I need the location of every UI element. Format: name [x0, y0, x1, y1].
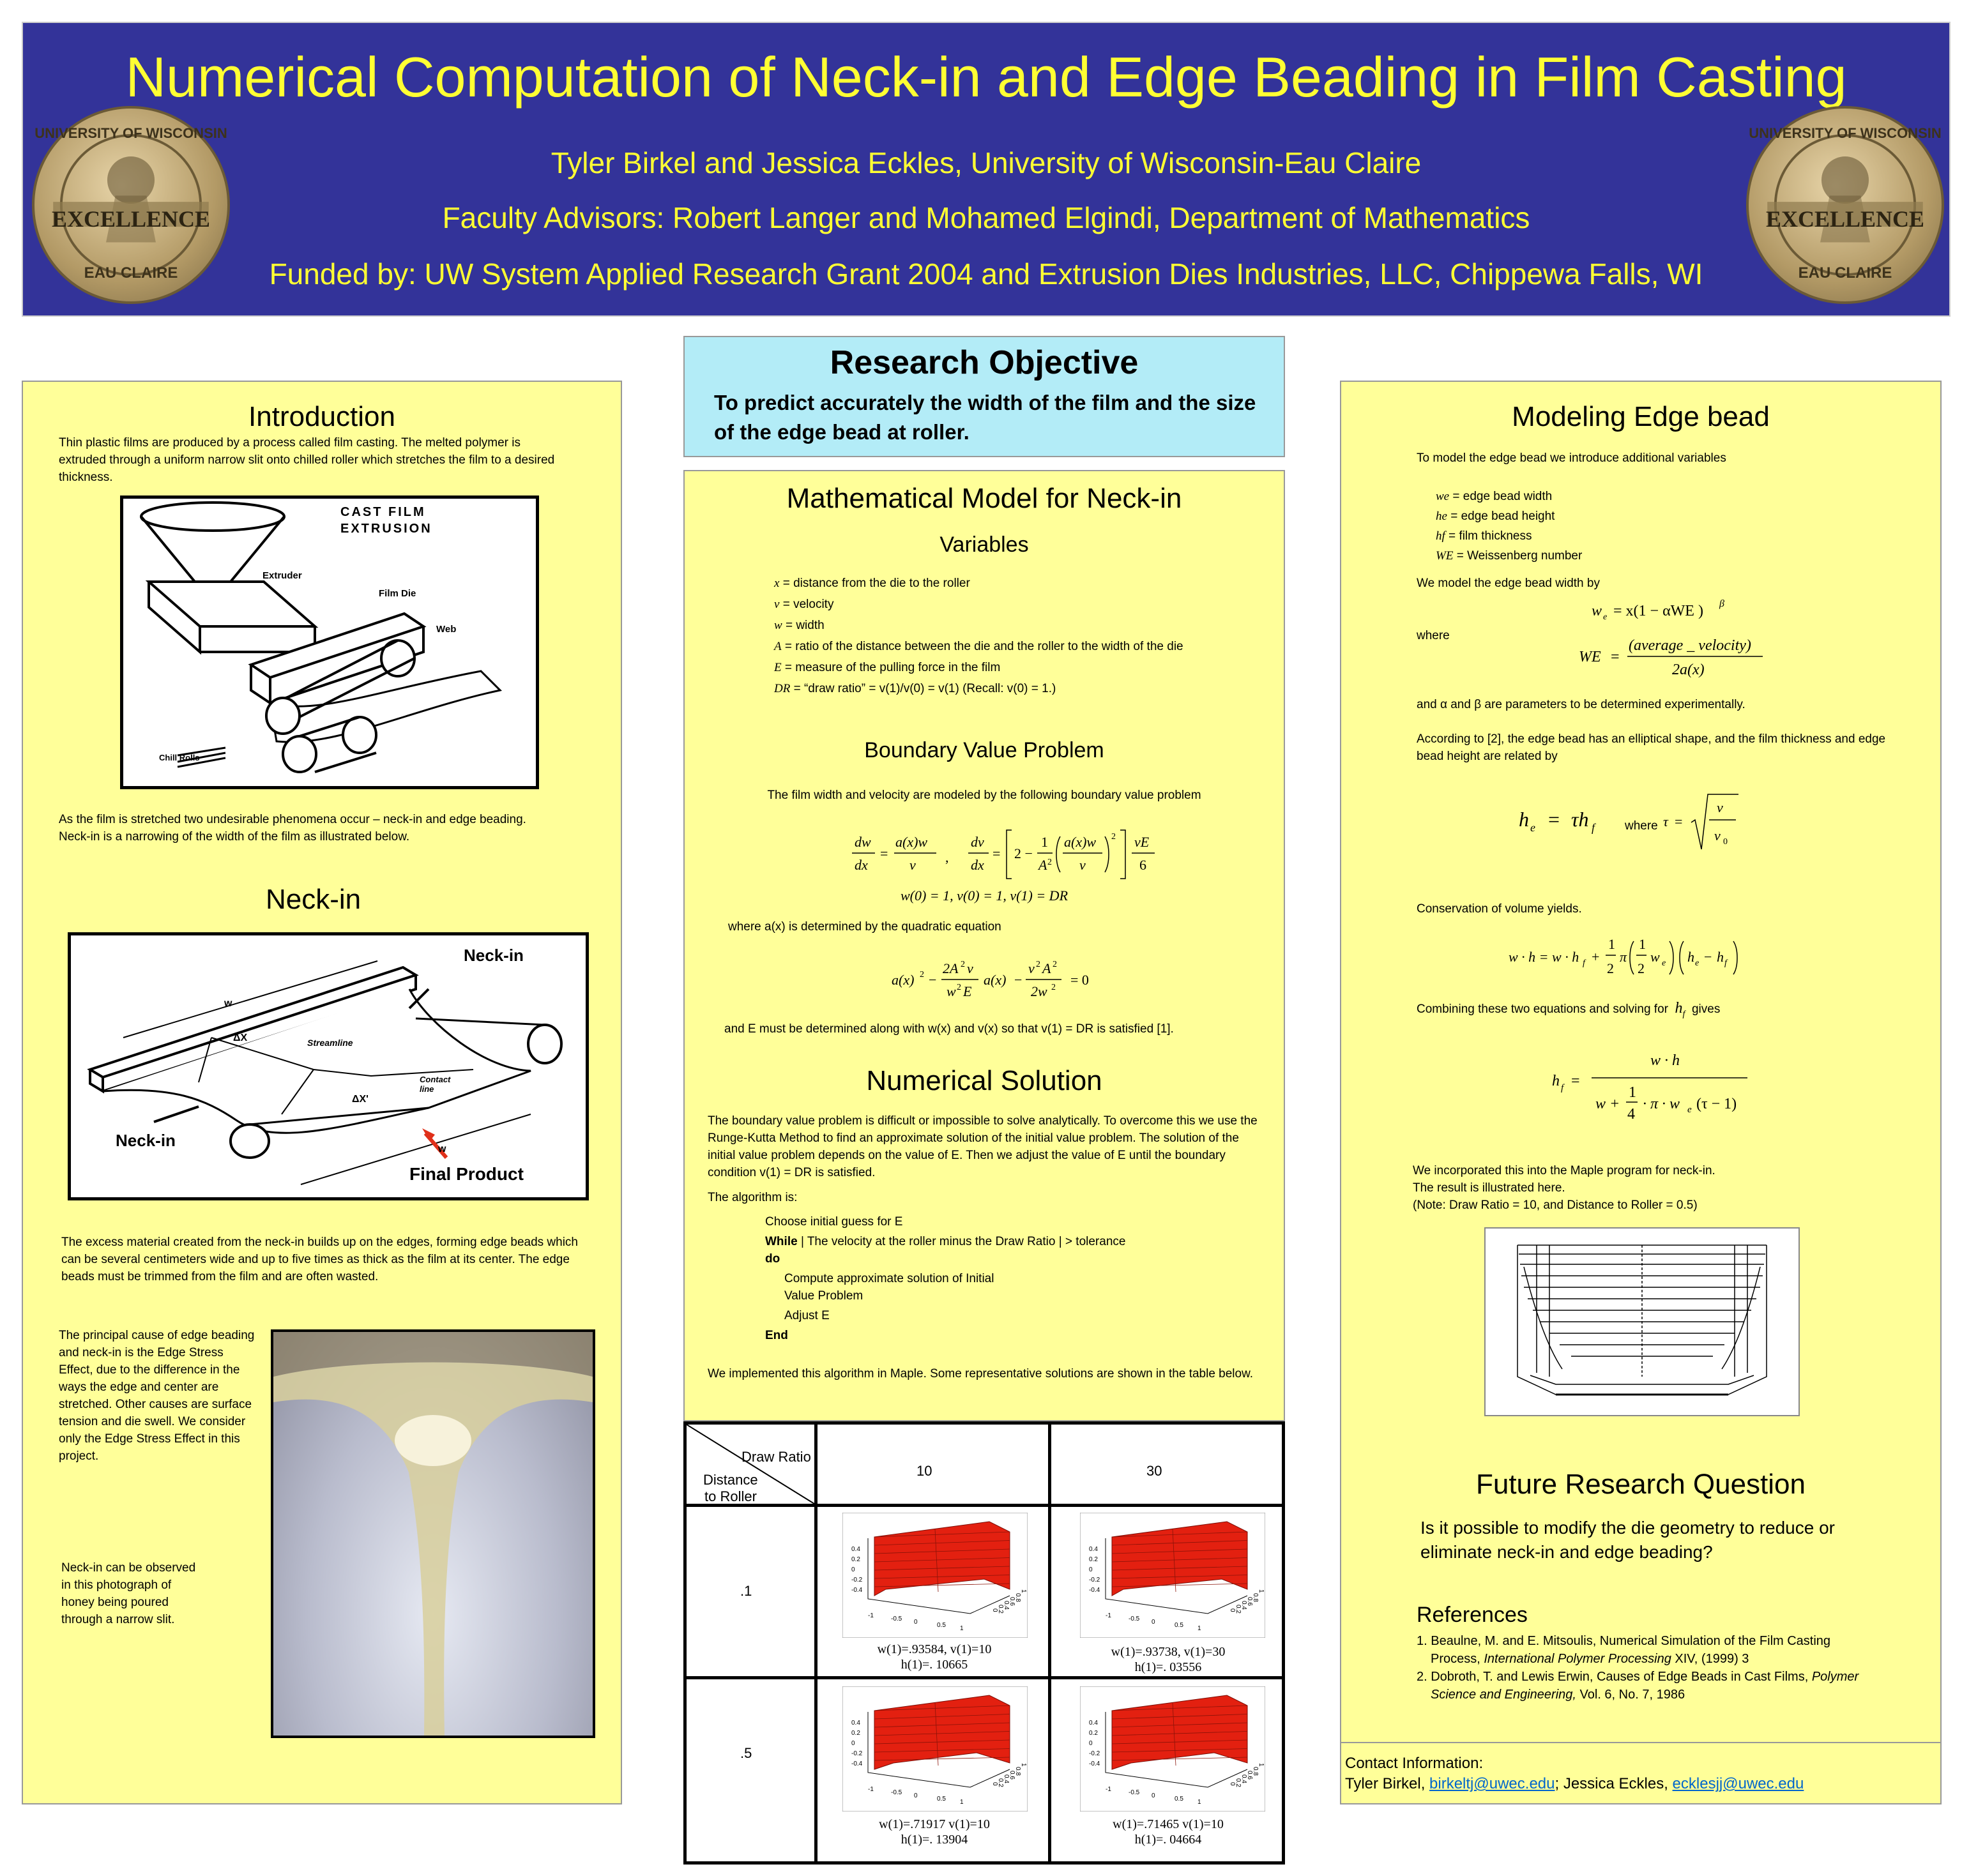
- honey-photo: [271, 1329, 595, 1738]
- result-05-30: w(1)=.71465 v(1)=10 h(1)=. 04664: [1113, 1817, 1224, 1847]
- axis-tick-label: 0: [851, 1566, 855, 1573]
- edge-incorporated: We incorporated this into the Maple program for neck-in. The result is illustrated here. (Note: Draw Ratio = 10, and Distance to Roller = 0.5): [1413, 1164, 1715, 1212]
- edge-conservation: Conservation of volume yields.: [1417, 902, 1582, 916]
- axis-tick-label: 0.8: [1252, 1767, 1259, 1776]
- var-we: we = edge bead width: [1436, 490, 1553, 503]
- where-a-text: where a(x) is determined by the quadratic equation: [728, 920, 1001, 934]
- svg-text:2: 2: [1053, 960, 1057, 969]
- svg-text:2A: 2A: [943, 960, 959, 976]
- svg-text:2: 2: [961, 960, 965, 969]
- label-chill-rolls: Chill Rolls: [159, 753, 200, 762]
- svg-text:=: =: [1675, 813, 1683, 829]
- variables-list: [774, 575, 1208, 697]
- axis-tick-label: -0.4: [1089, 1587, 1100, 1594]
- svg-text:w: w: [947, 983, 956, 999]
- volume-conservation-equation: [1506, 927, 1787, 985]
- axis-tick-label: 0.4: [1240, 1601, 1247, 1610]
- svg-text:0: 0: [1723, 837, 1728, 847]
- svg-text:a(x)w: a(x)w: [895, 834, 928, 850]
- svg-text:4: 4: [1627, 1106, 1635, 1123]
- svg-text:1: 1: [1639, 936, 1646, 952]
- svg-text:2: 2: [920, 970, 924, 980]
- figure-title-line2: EXTRUSION: [340, 522, 432, 536]
- var-a: A = ratio of the distance between the die and the roller to the width of the die: [774, 640, 1183, 653]
- var-we-number: WE = Weissenberg number: [1436, 549, 1583, 563]
- algo-line-while: While | The velocity at the roller minus the Draw Ratio | > tolerance: [765, 1235, 1126, 1248]
- result-05-10: w(1)=.71917 v(1)=10 h(1)=. 13904: [879, 1817, 990, 1847]
- algorithm-block: [765, 1213, 1251, 1344]
- axis-tick-label: -0.2: [1089, 1750, 1100, 1757]
- svg-text:π: π: [1620, 949, 1627, 965]
- axis-tick-label: 0.2: [1235, 1778, 1242, 1787]
- axis-tick-label: 0.4: [1089, 1720, 1098, 1727]
- axis-tick-label: 0: [851, 1740, 855, 1747]
- axis-tick-label: -0.5: [891, 1615, 902, 1623]
- svg-text:w · h = w · h: w · h = w · h: [1509, 949, 1579, 965]
- var-v: v = velocity: [774, 598, 834, 611]
- svg-text:w +: w +: [1595, 1096, 1620, 1112]
- axis-tick-label: -0.2: [851, 1577, 863, 1584]
- axis-tick-label: 0: [914, 1792, 918, 1799]
- svg-text:e: e: [1695, 958, 1700, 968]
- table-corner-draw-ratio: Draw Ratio: [741, 1449, 811, 1465]
- svg-text:+: +: [1592, 949, 1600, 965]
- intro-paragraph-5: Neck-in can be observed in this photograph of honey being poured through a narrow slit.: [61, 1561, 196, 1626]
- neckin-heading: Neck-in: [266, 884, 361, 915]
- algorithm-intro: The algorithm is:: [708, 1191, 798, 1204]
- axis-tick-label: 0.8: [1252, 1593, 1259, 1602]
- svg-text:vE: vE: [1134, 834, 1150, 850]
- svg-text:2: 2: [957, 983, 961, 992]
- axis-tick-label: 0.5: [937, 1796, 946, 1803]
- var-dr: DR = “draw ratio” = v(1)/v(0) = v(1) (Recall: v(0) = 1.): [774, 682, 1056, 695]
- axis-tick-label: -1: [868, 1786, 874, 1793]
- svg-text:τh: τh: [1571, 808, 1589, 831]
- svg-text:dx: dx: [971, 857, 984, 873]
- edge-heading: Modeling Edge bead: [1512, 401, 1770, 432]
- figure-title-line1: CAST FILM: [340, 505, 426, 519]
- edge-width-equation: [1578, 593, 1769, 688]
- objective-heading: Research Objective: [830, 344, 1139, 381]
- svg-text:v: v: [1714, 828, 1721, 843]
- contact-line: Tyler Birkel, birkeltj@uwec.edu; Jessica Eckles, ecklesjj@uwec.edu: [1345, 1775, 1804, 1792]
- edge-bead-plot: [1484, 1227, 1800, 1416]
- svg-text:v: v: [967, 960, 973, 976]
- label-w-top: w: [224, 998, 232, 1009]
- svg-text:2: 2: [1607, 960, 1614, 976]
- label-final-product: Final Product: [409, 1164, 524, 1184]
- svg-text:e: e: [1530, 821, 1535, 834]
- film-thickness-equation: [1549, 1040, 1754, 1123]
- algo-line-do: do: [765, 1252, 780, 1266]
- var-he: he = edge bead height: [1436, 510, 1555, 523]
- svg-text:v: v: [1717, 799, 1723, 815]
- svg-text:WE: WE: [1579, 649, 1601, 665]
- contact-info: [1345, 1753, 1804, 1794]
- svg-text:e: e: [1662, 958, 1666, 968]
- numerical-heading: Numerical Solution: [866, 1065, 1102, 1096]
- axis-tick-label: -0.5: [891, 1789, 902, 1796]
- introduction-heading: Introduction: [248, 401, 395, 432]
- table-row-distance-01: .1: [740, 1583, 752, 1599]
- svg-text:2: 2: [1047, 858, 1052, 867]
- numerical-paragraph-2: We implemented this algorithm in Maple. Some representative solutions are shown in the table below.: [708, 1367, 1254, 1381]
- axis-tick-label: 0.2: [1089, 1556, 1098, 1563]
- svg-text:A: A: [1038, 857, 1047, 873]
- axis-tick-label: 0: [1152, 1619, 1155, 1626]
- axis-tick-label: 0.5: [937, 1622, 946, 1629]
- axis-tick-label: 0.6: [1246, 1771, 1253, 1780]
- solution-plot-05-10: [842, 1686, 1028, 1815]
- table-col-dr-30: 30: [1146, 1463, 1162, 1479]
- email-link-jessica[interactable]: ecklesjj@uwec.edu: [1672, 1775, 1804, 1792]
- future-heading: Future Research Question: [1475, 1469, 1806, 1500]
- seal-bottom-text: EAU CLAIRE: [1798, 264, 1892, 282]
- axis-tick-label: 1: [960, 1799, 964, 1806]
- boundary-conditions: w(0) = 1, v(0) = 1, v(1) = DR: [900, 888, 1068, 904]
- label-contact-line: Contact line: [420, 1075, 451, 1094]
- svg-text:(average _ velocity): (average _ velocity): [1629, 637, 1751, 654]
- email-link-tyler[interactable]: birkeltj@uwec.edu: [1429, 1775, 1555, 1792]
- axis-tick-label: 1: [1198, 1799, 1201, 1806]
- svg-text:w · h: w · h: [1650, 1052, 1680, 1069]
- model-heading: Mathematical Model for Neck-in: [786, 483, 1182, 514]
- cast-film-figure: [120, 495, 539, 789]
- solution-plot-01-10: [842, 1513, 1028, 1641]
- svg-text:2: 2: [1051, 983, 1056, 992]
- label-neckin-left: Neck-in: [116, 1131, 176, 1150]
- future-text: Is it possible to modify the die geometry to reduce or eliminate neck-in and edge beading?: [1420, 1518, 1835, 1562]
- svg-text:v: v: [909, 857, 916, 873]
- axis-tick-label: 0: [1089, 1740, 1093, 1747]
- svg-text:h: h: [1519, 808, 1529, 831]
- svg-text:=: =: [880, 845, 888, 861]
- svg-text:h: h: [1717, 949, 1724, 965]
- axis-tick-label: -1: [868, 1612, 874, 1619]
- label-extruder: Extruder: [262, 570, 302, 581]
- seal-top-text: UNIVERSITY OF WISCONSIN: [34, 125, 227, 141]
- surface-plot-svg: [1080, 1513, 1265, 1638]
- svg-text:=: =: [1571, 1073, 1580, 1089]
- axis-tick-label: 0.4: [1089, 1546, 1098, 1553]
- axis-tick-label: 1: [1020, 1763, 1027, 1767]
- axis-tick-label: -0.5: [1129, 1789, 1140, 1796]
- label-delta-x: ΔX: [233, 1033, 248, 1043]
- intro-paragraph-3: The excess material created from the neck-in builds up on the edges, forming edge beads which can be several centimeters wide and up to five times as thick as the film at its center. The edge beads must be trimmed from the film and are often wasted.: [61, 1236, 579, 1283]
- svg-text:6: 6: [1139, 857, 1146, 873]
- svg-text:dw: dw: [855, 834, 871, 850]
- table-corner-to-roller: to Roller: [704, 1488, 757, 1504]
- svg-text:(τ − 1): (τ − 1): [1696, 1096, 1737, 1112]
- svg-text:h: h: [1552, 1073, 1560, 1089]
- ode-system-equation: [849, 824, 1194, 885]
- edge-according: According to [2], the edge bead has an elliptical shape, and the film thickness and edge bead height are related by: [1417, 732, 1886, 763]
- research-objective-panel: [683, 336, 1285, 457]
- svg-text:f: f: [1724, 958, 1727, 968]
- result-01-10: w(1)=.93584, v(1)=10 h(1)=. 10665: [877, 1642, 992, 1672]
- svg-text:a(x)w: a(x)w: [1064, 834, 1097, 850]
- axis-tick-label: 0.6: [1008, 1771, 1015, 1780]
- solution-plot-05-30: [1080, 1686, 1265, 1815]
- references-heading: References: [1417, 1603, 1528, 1627]
- svg-text:=: =: [1611, 649, 1620, 665]
- algo-line-5: Adjust E: [784, 1309, 830, 1322]
- axis-tick-label: -1: [1106, 1612, 1111, 1619]
- label-delta-x-prime: ΔX': [352, 1094, 369, 1105]
- label-w-bottom: w: [438, 1144, 446, 1154]
- svg-text:a(x): a(x): [984, 972, 1007, 988]
- svg-text:f: f: [1592, 821, 1595, 834]
- label-streamline: Streamline: [307, 1038, 353, 1048]
- algo-line-4: Value Problem: [784, 1289, 863, 1303]
- bvp-heading: Boundary Value Problem: [864, 738, 1104, 762]
- reference-2-line-1: 2. Dobroth, T. and Lewis Erwin, Causes of Edge Beads in Cast Films, Polymer: [1417, 1670, 1859, 1684]
- axis-tick-label: 0.4: [1003, 1774, 1010, 1783]
- svg-text:1: 1: [1608, 936, 1615, 952]
- axis-tick-label: 0.4: [1240, 1774, 1247, 1783]
- svg-text:2: 2: [1111, 832, 1116, 842]
- axis-tick-label: 0: [1229, 1782, 1236, 1786]
- contact-heading: Contact Information:: [1345, 1755, 1484, 1772]
- axis-tick-label: 0.6: [1246, 1597, 1253, 1606]
- axis-tick-label: 0: [1089, 1566, 1093, 1573]
- intro-paragraph-2: As the film is stretched two undesirable phenomena occur – neck-in and edge beading. Neck-in is a narrowing of the width of the film as illustrated below.: [59, 813, 526, 843]
- neckin-figure: [68, 932, 589, 1200]
- var-hf: hf = film thickness: [1436, 529, 1532, 543]
- svg-text:−: −: [1014, 972, 1023, 988]
- svg-text:v: v: [1028, 960, 1035, 976]
- axis-tick-label: 0.4: [1003, 1601, 1010, 1610]
- svg-text:· π · w: · π · w: [1643, 1096, 1680, 1112]
- axis-tick-label: 0: [991, 1782, 998, 1786]
- axis-tick-label: 0.2: [1235, 1605, 1242, 1614]
- surface-plot-svg: [1080, 1686, 1265, 1812]
- reference-1-line-1: 1. Beaulne, M. and E. Mitsoulis, Numerical Simulation of the Film Casting: [1417, 1634, 1831, 1648]
- svg-text:= 0: = 0: [1070, 972, 1089, 988]
- reference-2-line-2: Science and Engineering, Vol. 6, No. 7, 1986: [1431, 1688, 1685, 1702]
- axis-tick-label: 1: [1258, 1589, 1265, 1593]
- variables-heading: Variables: [939, 533, 1029, 557]
- and-e-text: and E must be determined along with w(x) and v(x) so that v(1) = DR is satisfied [1].: [724, 1022, 1174, 1036]
- axis-tick-label: -0.4: [851, 1760, 863, 1767]
- svg-text:= x(1 − αWE ): = x(1 − αWE ): [1613, 603, 1703, 619]
- solution-plot-01-30: [1080, 1513, 1265, 1641]
- axis-tick-label: 0.4: [851, 1720, 860, 1727]
- svg-text:h: h: [1687, 949, 1694, 965]
- university-seal-right-icon: [1746, 106, 1944, 304]
- introduction-panel: [22, 381, 622, 1804]
- edge-where2-text: where: [1625, 819, 1658, 833]
- algo-line-1: Choose initial guess for E: [765, 1215, 903, 1229]
- svg-text:1: 1: [1629, 1084, 1636, 1101]
- label-film-die: Film Die: [379, 588, 416, 599]
- axis-tick-label: -0.2: [851, 1750, 863, 1757]
- svg-text:f: f: [1583, 958, 1585, 968]
- edge-where-text: where: [1417, 629, 1450, 642]
- axis-tick-label: 1: [1258, 1763, 1265, 1767]
- axis-tick-label: 0.5: [1175, 1622, 1183, 1629]
- numerical-paragraph-1: The boundary value problem is difficult or impossible to solve analytically. To overcome this we use the Runge-Kutta Method to find an approximate solution of the initial value problem. The solution of the initial value problem depends on the value of E. Then we adjust the value of E until the boundary condition v(1) = DR is satisfied.: [708, 1114, 1258, 1179]
- var-x: x = distance from the die to the roller: [774, 577, 970, 590]
- axis-tick-label: 0.8: [1014, 1767, 1021, 1776]
- poster-header: [22, 22, 1951, 317]
- table-corner-distance: Distance: [703, 1472, 758, 1488]
- svg-text:E: E: [963, 983, 972, 999]
- poster-title: Numerical Computation of Neck-in and Edge Beading in Film Casting: [125, 45, 1847, 109]
- authors-line: Tyler Birkel and Jessica Eckles, University of Wisconsin-Eau Claire: [551, 146, 1422, 179]
- seal-mid-text: EXCELLENCE: [51, 206, 211, 232]
- axis-tick-label: 1: [1198, 1625, 1201, 1632]
- axis-tick-label: 0.4: [851, 1546, 860, 1553]
- axis-tick-label: 0.2: [997, 1778, 1004, 1787]
- surface-plot-svg: [842, 1513, 1028, 1638]
- svg-text:β: β: [1719, 598, 1724, 609]
- seal-bottom-text: EAU CLAIRE: [84, 264, 178, 282]
- university-seal-left-icon: [32, 106, 230, 304]
- svg-text:=: =: [1548, 808, 1560, 831]
- objective-text: To predict accurately the width of the film and the size of the edge bead at roller.: [714, 391, 1256, 444]
- axis-tick-label: 0.5: [1175, 1796, 1183, 1803]
- var-w: w = width: [774, 619, 825, 632]
- seal-mid-text: EXCELLENCE: [1765, 206, 1925, 232]
- seal-top-text: UNIVERSITY OF WISCONSIN: [1749, 125, 1942, 141]
- intro-paragraph-4: The principal cause of edge beading and neck-in is the Edge Stress Effect, due to the difference in the ways the edge and center are stretched. Other causes are surface tension and die swell. We consider only the Edge Stress Effect in this project.: [59, 1329, 255, 1463]
- edge-bead-panel: [1340, 381, 1942, 1804]
- axis-tick-label: 0: [1152, 1792, 1155, 1799]
- table-col-dr-10: 10: [916, 1463, 932, 1479]
- funding-line: Funded by: UW System Applied Research Grant 2004 and Extrusion Dies Industries, LLC, Chippewa Falls, WI: [269, 257, 1703, 291]
- svg-text:dv: dv: [971, 834, 984, 850]
- advisors-line: Faculty Advisors: Robert Langer and Mohamed Elgindi, Department of Mathematics: [442, 201, 1530, 234]
- axis-tick-label: -0.5: [1129, 1615, 1140, 1623]
- axis-tick-label: 0.2: [851, 1730, 860, 1737]
- axis-tick-label: 0.2: [851, 1556, 860, 1563]
- edge-alpha-beta: and α and β are parameters to be determined experimentally.: [1417, 698, 1745, 711]
- edge-variables: [1436, 488, 1582, 564]
- svg-text:w: w: [1650, 949, 1660, 965]
- var-e: E = measure of the pulling force in the film: [774, 661, 1001, 674]
- svg-text:2a(x): 2a(x): [1672, 662, 1705, 678]
- svg-text:−: −: [1704, 949, 1712, 965]
- quadratic-equation: [889, 954, 1144, 1005]
- axis-tick-label: 0.8: [1014, 1593, 1021, 1602]
- svg-text:2w: 2w: [1031, 983, 1047, 999]
- axis-tick-label: 0: [1229, 1608, 1236, 1612]
- svg-text:1: 1: [1041, 834, 1048, 850]
- svg-text:w: w: [1592, 603, 1602, 619]
- axis-tick-label: -0.4: [851, 1587, 863, 1594]
- axis-tick-label: -1: [1106, 1786, 1111, 1793]
- svg-text:f: f: [1561, 1083, 1564, 1093]
- model-panel: [683, 470, 1285, 1421]
- references-list: [1417, 1632, 1921, 1704]
- axis-tick-label: -0.2: [1089, 1577, 1100, 1584]
- axis-tick-label: -0.4: [1089, 1760, 1100, 1767]
- svg-text:2: 2: [1036, 960, 1040, 969]
- axis-tick-label: 0.6: [1008, 1597, 1015, 1606]
- surface-plot-svg: [842, 1686, 1028, 1812]
- bvp-text: The film width and velocity are modeled by the following boundary value problem: [767, 789, 1201, 802]
- label-neckin-top: Neck-in: [464, 946, 524, 965]
- axis-tick-label: 1: [1020, 1589, 1027, 1593]
- svg-text:e: e: [1687, 1105, 1692, 1115]
- axis-tick-label: 0: [991, 1608, 998, 1612]
- axis-tick-label: 0.2: [997, 1605, 1004, 1614]
- intro-paragraph-1: Thin plastic films are produced by a process called film casting. The melted polymer is extruded through a uniform narrow slit onto chilled roller which stretches the film to a desired thickness.: [59, 436, 555, 484]
- svg-text:2 −: 2 −: [1014, 845, 1033, 861]
- edge-intro: To model the edge bead we introduce additional variables: [1417, 451, 1726, 465]
- axis-tick-label: 1: [960, 1625, 964, 1632]
- svg-text:A: A: [1042, 960, 1051, 976]
- edge-combining: Combining these two equations and solving for $h_f$ gives: [1417, 1000, 1721, 1019]
- reference-1-line-2: Process, International Polymer Processing XIV, (1999) 3: [1431, 1652, 1749, 1666]
- label-web: Web: [436, 624, 457, 635]
- svg-text:τ: τ: [1663, 813, 1668, 829]
- svg-text:,: ,: [945, 849, 949, 865]
- svg-text:e: e: [1603, 612, 1608, 622]
- results-table: [683, 1421, 1285, 1865]
- svg-text:2: 2: [1638, 960, 1645, 976]
- table-row-distance-05: .5: [740, 1745, 752, 1761]
- result-01-30: w(1)=.93738, v(1)=30 h(1)=. 03556: [1111, 1645, 1226, 1674]
- algo-line-end: End: [765, 1329, 788, 1342]
- svg-text:dx: dx: [855, 857, 868, 873]
- svg-text:v: v: [1079, 857, 1086, 873]
- algo-line-3: Compute approximate solution of Initial: [784, 1272, 994, 1285]
- axis-tick-label: 0: [914, 1619, 918, 1626]
- svg-text:−: −: [929, 972, 937, 988]
- svg-text:=: =: [992, 845, 1001, 861]
- axis-tick-label: 0.2: [1089, 1730, 1098, 1737]
- edge-model-width-text: We model the edge bead width by: [1417, 577, 1600, 590]
- svg-text:a(x): a(x): [892, 972, 915, 988]
